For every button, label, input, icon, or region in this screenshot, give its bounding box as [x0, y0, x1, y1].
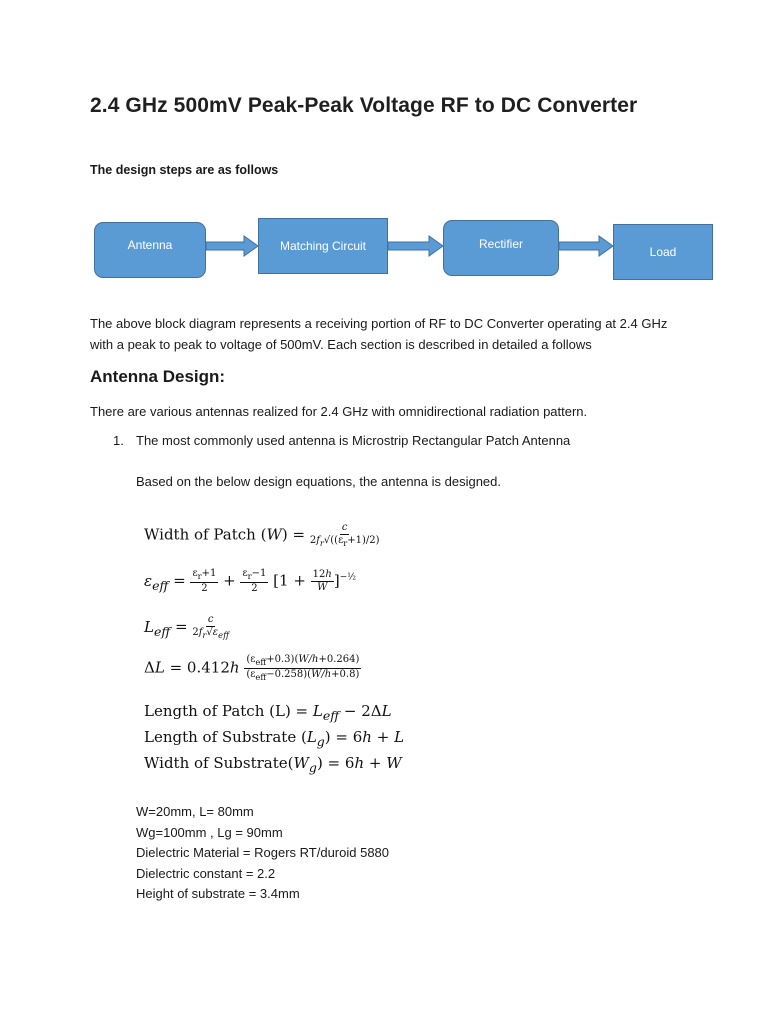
param-line: Dielectric constant = 2.2 — [136, 865, 276, 881]
section-heading: Antenna Design: — [90, 367, 226, 386]
block-load: Load — [613, 224, 713, 280]
param-line: Dielectric Material = Rogers RT/duroid 5880 — [136, 845, 390, 860]
equation-width-of-substrate: Width of $Substrate(W_g) = 6h + W$ — [144, 754, 402, 775]
equation-length-of-patch: Length of Patch $(L) = L_{eff} - 2\Delta L$ — [144, 702, 392, 723]
equation-epsilon-eff: $\varepsilon_{eff}$ = $\frac{\varepsilon_r+1}{2}$ + $\frac{\varepsilon_r-1}{2}$ [1 + $\frac{12h}{W}$ ]$^{-\frac{1}{2}}$ — [144, 568, 356, 594]
param-line: W=20mm, L= 80mm — [136, 804, 254, 819]
design-equations-render — [138, 512, 406, 782]
equations-intro: Based on the below design equations, the antenna is designed. — [136, 474, 501, 489]
equation-length-of-substrate: Length of Substrate $(L_g) = 6h + L$ — [144, 728, 405, 749]
paragraph-block-diagram: The above block diagram represents a receiving portion of RF to DC Converter operating at 2.4 GHz with a peak to peak to voltage of 500mV. Each section is described in detailed a follows — [90, 316, 668, 352]
block-antenna: Antenna — [94, 222, 206, 278]
block-matching-circuit: Matching Circuit — [258, 218, 388, 274]
equation-width-of-patch: Width of Patch (W) = $\frac{c}{2f_r√((\varepsilon_r+1)/2)}$ — [144, 522, 380, 548]
param-line: Wg=100mm , Lg = 90mm — [136, 824, 283, 840]
block-rectifier: Rectifier — [443, 220, 559, 276]
equation-l-eff: $L_{eff}$ = $\frac{c}{2f_r√\varepsilon_{eff}}$ — [144, 614, 229, 640]
list-item-text: The most commonly used antenna is Microstrip Rectangular Patch Antenna — [136, 433, 571, 448]
antenna-parameters — [136, 802, 389, 905]
arrow-icon — [559, 236, 613, 256]
equation-delta-l: ΔL = 0.412h $\frac{(\varepsilon_{eff}+0.3)(W/h+0.264)}{(\varepsilon_{eff}-0.258)(W/h+0.8)}$ — [144, 654, 360, 682]
list-item-number: 1. — [113, 433, 124, 448]
paragraph-antennas: There are various antennas realized for 2.4 GHz with omnidirectional radiation pattern. — [90, 404, 588, 419]
page-title: 2.4 GHz 500mV Peak-Peak Voltage RF to DC Converter — [90, 94, 638, 117]
arrow-icon — [206, 236, 258, 256]
arrow-icon — [388, 236, 443, 256]
param-line: Height of substrate = 3.4mm — [136, 886, 300, 901]
intro-text: The design steps are as follows — [90, 163, 279, 177]
